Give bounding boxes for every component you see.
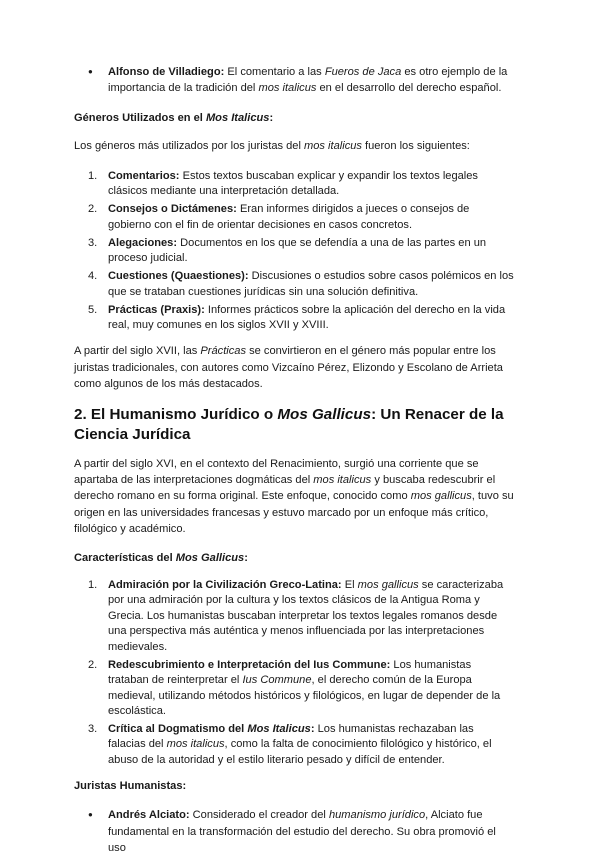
section-2-paragraph: A partir del siglo XVI, en el contexto del Renacimiento, surgió una corriente que se apartaba de las interpretaciones dogmáticas del mos italicus y buscaba redescubrir el derecho romano en su forma original. Este enfoque, conocido como mos gallicus, tuvo su origen en las universidades francesas y estuvo marcado por un enfoque más crítico, filológico y académico. (74, 458, 514, 535)
caracteristicas-heading: Características del Mos Gallicus: (74, 552, 248, 565)
list-item: 3. Alegaciones: Documentos en los que se defendía a una de las partes en un proceso judicial. (88, 236, 487, 265)
generos-closing: A partir del siglo XVII, las Prácticas se convirtieron en el género más popular entre los juristas tradicionales, con autores como Vizcaíno Pérez, Elizondo y Escolano de Arrieta como algunos de los más destacados. (74, 345, 503, 390)
section-2-title: 2. El Humanismo Jurídico o Mos Gallicus: Un Renacer de la Ciencia Jurídica (74, 406, 504, 444)
list-item: 1. Comentarios: Estos textos buscaban explicar y expandir los textos legales clásicos mediante una interpretación detallada. (88, 169, 478, 198)
villadiego-list (74, 64, 514, 96)
list-item: 2. Consejos o Dictámenes: Eran informes dirigidos a jueces o consejos de gobierno con el fin de orientar decisiones en casos concretos. (88, 203, 470, 231)
list-item-alciato: ● Andrés Alciato: Considerado el creador del humanismo jurídico, Alciato fue fundamental en la transformación del estudio del derecho. Su obra promovió el uso (74, 807, 514, 856)
generos-intro: Los géneros más utilizados por los juristas del mos italicus fueron los siguientes: (74, 140, 470, 153)
list-item: 5. Prácticas (Praxis): Informes prácticos sobre la aplicación del derecho en la vida real, muy comunes en los siglos XVII y XVIII. (88, 303, 506, 332)
juristas-heading: Juristas Humanistas: (74, 780, 187, 793)
list-item: 1. Admiración por la Civilización Greco-Latina: El mos gallicus se caracterizaba por una admiración por la cultura y los textos clásicos de la Antigua Roma y Grecia. Los humanistas buscaban interpretar los textos legales romanos desde una perspectiva más auténtica y menos influenciada por las interpretaciones medievales. (88, 579, 504, 653)
caracteristicas-list (74, 578, 514, 768)
list-item: 3. Crítica al Dogmatismo del Mos Italicus: Los humanistas rechazaban las falacias del mos italicus, como la falta de conocimiento filológico y histórico, el abuso de la autoridad y el estilo literario pesado y difícil de entender. (88, 723, 492, 766)
juristas-list (74, 807, 514, 856)
list-item-villadiego: ● Alfonso de Villadiego: El comentario a las Fueros de Jaca es otro ejemplo de la importancia de la tradición del mos italicus en el desarrollo del derecho español. (74, 64, 514, 96)
generos-heading: Géneros Utilizados en el Mos Italicus: (74, 112, 274, 125)
generos-list (74, 169, 514, 334)
list-item: 2. Redescubrimiento e Interpretación del Ius Commune: Los humanistas trataban de reinterpretar el Ius Commune, el derecho común de la Europa medieval, utilizando métodos históricos y filológicos, en lugar de depender de la escolástica. (88, 658, 501, 717)
list-item: 4. Cuestiones (Quaestiones): Discusiones o estudios sobre casos polémicos en los que se trataban cuestiones jurídicas sin una solución definitiva. (88, 270, 514, 298)
